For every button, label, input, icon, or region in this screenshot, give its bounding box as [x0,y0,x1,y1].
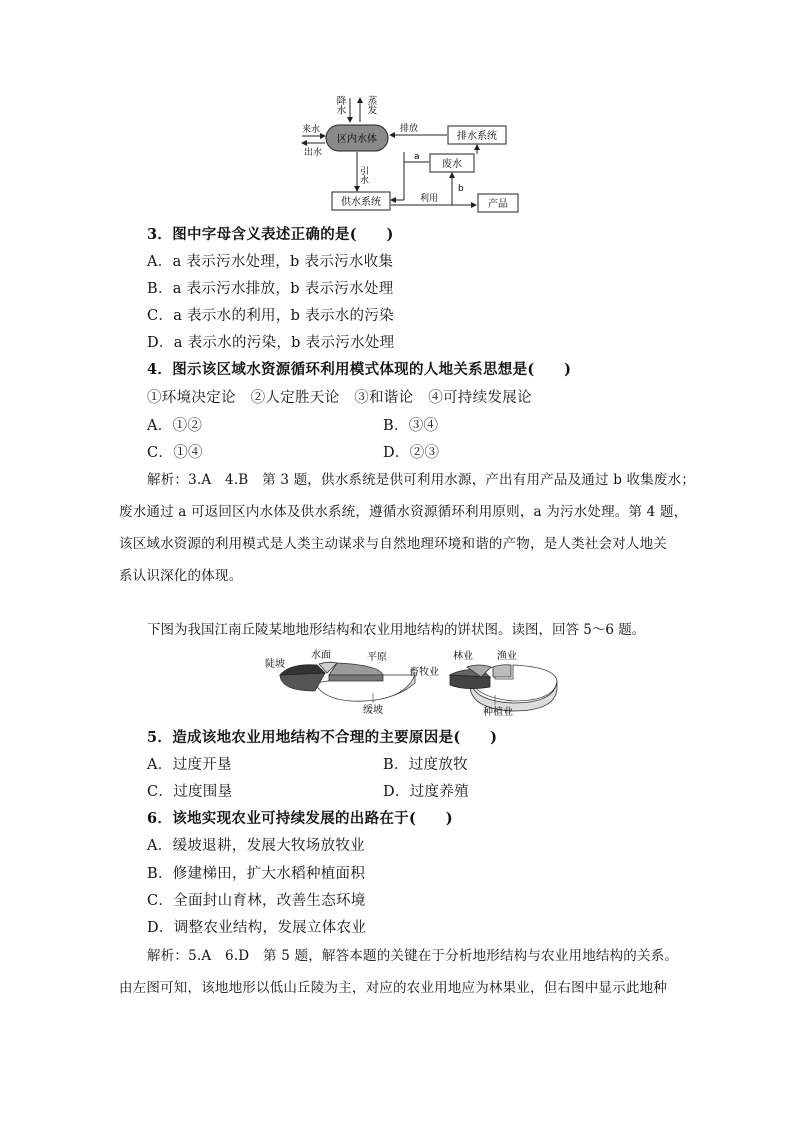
label-b: b [458,184,464,194]
terrain-pie [265,648,415,716]
slice-fishery [493,665,511,677]
label-gentle: 缓坡 [363,705,383,716]
q6-option-c[interactable]: C．全面封山育林，改善生态环境 [147,893,366,909]
q6-option-d[interactable]: D．调整农业结构，发展立体农业 [147,920,367,936]
q4-stem: 4．图示该区域水资源循环利用模式体现的人地关系思想是( ) [147,361,572,378]
label-livestock: 畜牧业 [409,667,439,678]
q4-option-b[interactable]: B．③④ [383,418,439,434]
q4-choices: ①环境决定论 ②人定胜天论 ③和谐论 ④可持续发展论 [147,390,532,406]
label-plain: 平原 [367,652,387,663]
label-steep: 陡坡 [265,659,285,670]
q3-stem: 3．图中字母含义表述正确的是( ) [147,226,394,243]
label-a: a [414,152,420,162]
q5-option-c[interactable]: C．过度围垦 [147,784,233,800]
label-fishery: 渔业 [497,651,517,662]
analysis-block-1 [119,464,696,592]
wastewater-label: 废水 [442,159,462,170]
q4-option-a[interactable]: A．①② [147,418,203,434]
drainage-label: 排水系统 [457,131,497,142]
analysis-2-line-2: 由左图可知，该地地形以低山丘陵为主，对应的农业用地应为林果业，但右图中显示此地种 [119,980,667,996]
slice-plain [329,663,383,675]
product-label: 产品 [488,199,508,210]
q3-option-c[interactable]: C．a 表示水的利用，b 表示水的污染 [147,308,394,324]
q4-option-d[interactable]: D．②③ [383,445,440,461]
label-use: 利用 [420,194,439,204]
analysis-1-line-3: 该区域水资源的利用模式是人类主动谋求与自然地理环境和谐的产物，是人类社会对人地关 [119,536,667,552]
label-evap: 蒸发 [365,95,377,115]
water-body-label: 区内水体 [337,134,377,145]
analysis-1-line-1: 解析：3.A 4.B 第 3 题，供水系统是供可利用水源，产出有用产品及通过 b 收集废水； [147,472,696,488]
q5-option-a[interactable]: A．过度开垦 [147,757,232,773]
q5-stem: 5．造成该地农业用地结构不合理的主要原因是( ) [147,729,498,746]
q5-option-b[interactable]: B．过度放牧 [383,757,468,773]
pie-charts [255,645,575,723]
analysis-1-line-2: 废水通过 a 可返回区内水体及供水系统，遵循水资源循环利用原则，a 为污水处理。第 4 题， [119,504,688,520]
analysis-1-line-4: 系认识深化的体现。 [119,568,243,584]
q4-option-c[interactable]: C．①④ [147,445,203,461]
q6-option-b[interactable]: B．修建梯田，扩大水稻种植面积 [147,866,366,882]
analysis-2-line-1: 解析：5.A 6.D 第 5 题，解答本题的关键在于分析地形结构与农业用地结构的关系。 [147,948,679,964]
q3-option-b[interactable]: B．a 表示污水排放，b 表示污水处理 [147,281,394,297]
label-discharge: 排放 [400,124,419,134]
q5-option-d[interactable]: D．过度养殖 [383,784,469,800]
q3-option-d[interactable]: D．a 表示水的污染，b 表示污水处理 [147,335,395,351]
supply-label: 供水系统 [341,197,381,208]
q3-option-a[interactable]: A．a 表示污水处理，b 表示污水收集 [147,254,394,270]
analysis-block-2 [119,940,679,1004]
label-inflow: 来水 [302,125,321,135]
q6-stem: 6．该地实现农业可持续发展的出路在于( ) [147,810,453,827]
label-precip: 降水 [334,95,346,115]
q6-option-a[interactable]: A．缓坡退耕，发展大牧场放牧业 [147,838,365,854]
water-cycle-diagram [290,92,530,214]
agriculture-pie [409,649,557,718]
label-water: 水面 [311,650,331,661]
label-outflow: 出水 [304,148,323,158]
q5-6-intro: 下图为我国江南丘陵某地地形结构和农业用地结构的饼状图。读图，回答 5～6 题。 [147,622,646,638]
label-crop: 种植业 [483,707,513,718]
label-forestry: 林业 [453,651,473,662]
label-intake: 引水 [358,166,368,184]
